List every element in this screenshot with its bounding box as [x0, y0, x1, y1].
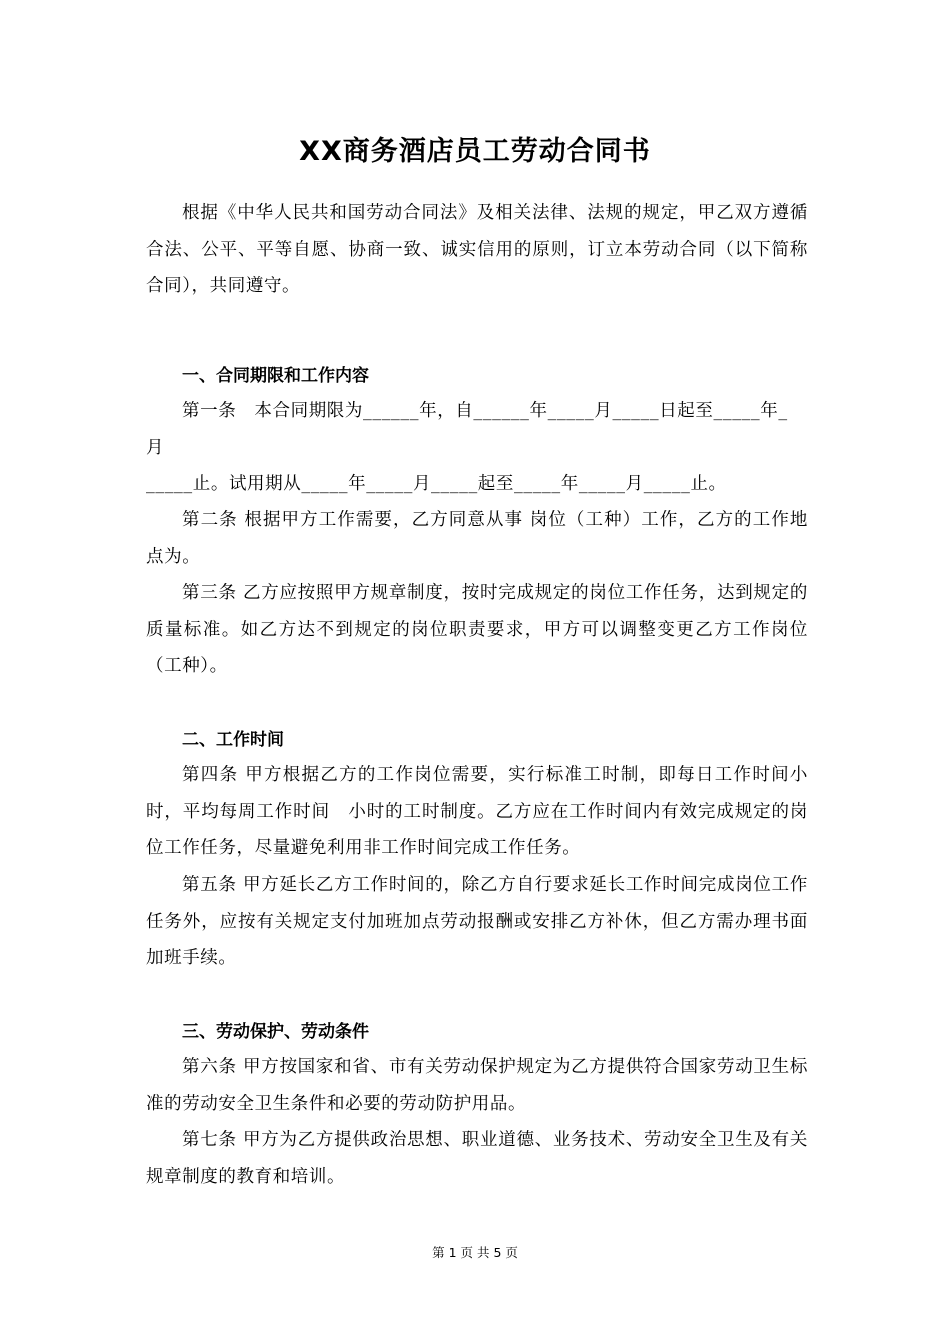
article-2-paragraph: 第二条 根据甲方工作需要，乙方同意从事 岗位（工种）工作，乙方的工作地点为。 — [146, 510, 808, 567]
article-1-line-2: 月 — [146, 438, 165, 458]
document-title: XX商务酒店员工劳动合同书 — [299, 136, 651, 167]
page-footer: 第 1 页 共 5 页 — [432, 1245, 518, 1260]
article-7-paragraph: 第七条 甲方为乙方提供政治思想、职业道德、业务技术、劳动安全卫生及有关规章制度的教育和培训。 — [146, 1130, 808, 1187]
section-heading-3: 三、劳动保护、劳动条件 — [182, 1022, 369, 1042]
section-heading-2: 二、工作时间 — [182, 730, 284, 750]
article-1-line-3: _____止。试用期从_____年_____月_____起至_____年_____月_____止。 — [146, 474, 727, 494]
article-1-line-1: 第一条 本合同期限为______年，自______年_____月_____日起至_____年_ — [182, 401, 788, 421]
article-4-paragraph: 第四条 甲方根据乙方的工作岗位需要，实行标准工时制，即每日工作时间小时，平均每周工作时间 小时的工时制度。乙方应在工作时间内有效完成规定的岗位工作任务，尽量避免利用非工作时间完成工作任务。 — [146, 765, 808, 858]
preamble-paragraph: 根据《中华人民共和国劳动合同法》及相关法律、法规的规定，甲乙双方遵循合法、公平、平等自愿、协商一致、诚实信用的原则，订立本劳动合同（以下简称合同），共同遵守。 — [146, 203, 808, 296]
article-5-paragraph: 第五条 甲方延长乙方工作时间的，除乙方自行要求延长工作时间完成岗位工作任务外，应按有关规定支付加班加点劳动报酬或安排乙方补休，但乙方需办理书面加班手续。 — [146, 875, 808, 968]
article-3-paragraph: 第三条 乙方应按照甲方规章制度，按时完成规定的岗位工作任务，达到规定的质量标准。如乙方达不到规定的岗位职责要求，甲方可以调整变更乙方工作岗位（工种）。 — [146, 583, 808, 676]
article-6-paragraph: 第六条 甲方按国家和省、市有关劳动保护规定为乙方提供符合国家劳动卫生标准的劳动安全卫生条件和必要的劳动防护用品。 — [146, 1057, 808, 1114]
section-heading-1: 一、合同期限和工作内容 — [182, 366, 369, 386]
